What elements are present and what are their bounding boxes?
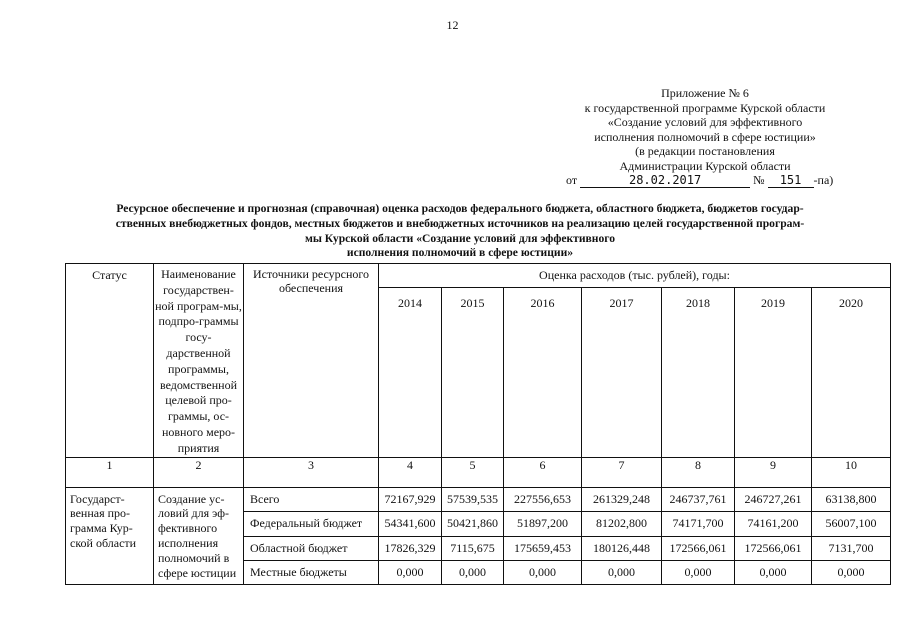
- value-cell: 72167,929: [379, 487, 442, 511]
- column-number: 9: [735, 457, 812, 487]
- column-number: 4: [379, 457, 442, 487]
- title-line: мы Курской области «Создание условий для эффективного: [304, 231, 616, 245]
- appendix-line: исполнения полномочий в сфере юстиции»: [594, 129, 816, 144]
- column-number: 3: [244, 457, 379, 487]
- column-number: 7: [582, 457, 662, 487]
- source-cell: Областной бюджет: [244, 536, 379, 560]
- value-cell: 0,000: [504, 560, 582, 584]
- value-cell: 0,000: [582, 560, 662, 584]
- value-cell: 180126,448: [582, 536, 662, 560]
- document-title: [60, 202, 860, 261]
- value-cell: 51897,200: [504, 511, 582, 536]
- header-status: Статус: [66, 264, 154, 458]
- year-header: 2020: [812, 287, 891, 457]
- value-cell: 0,000: [812, 560, 891, 584]
- resolution-date: 28.02.2017: [580, 173, 750, 188]
- number-prefix: №: [753, 173, 765, 187]
- number-suffix: -па): [813, 173, 834, 187]
- date-prefix: от: [566, 173, 578, 187]
- value-cell: 175659,453: [504, 536, 582, 560]
- value-cell: 50421,860: [442, 511, 504, 536]
- appendix-line: к государственной программе Курской области: [584, 100, 826, 115]
- source-cell: Местные бюджеты: [244, 560, 379, 584]
- value-cell: 0,000: [442, 560, 504, 584]
- value-cell: 246737,761: [662, 487, 735, 511]
- value-cell: 172566,061: [662, 536, 735, 560]
- appendix-line: «Создание условий для эффективного: [607, 115, 803, 130]
- value-cell: 63138,800: [812, 487, 891, 511]
- value-cell: 17826,329: [379, 536, 442, 560]
- value-cell: 74161,200: [735, 511, 812, 536]
- year-header: 2015: [442, 287, 504, 457]
- column-number-row: [66, 457, 891, 487]
- column-number: 2: [154, 457, 244, 487]
- header-sources: Источники ресурсного обеспечения: [244, 264, 379, 458]
- expenditure-table: [65, 263, 891, 585]
- value-cell: 74171,700: [662, 511, 735, 536]
- year-header: 2018: [662, 287, 735, 457]
- title-line: Ресурсное обеспечение и прогнозная (справочная) оценка расходов федерального бюджета, областного бюджета, бюджетов государ-: [116, 202, 804, 215]
- column-number: 10: [812, 457, 891, 487]
- value-cell: 57539,535: [442, 487, 504, 511]
- value-cell: 172566,061: [735, 536, 812, 560]
- column-number: 8: [662, 457, 735, 487]
- appendix-line: Администрации Курской области: [619, 158, 791, 173]
- title-line: ственных внебюджетных фондов, местных бюджетов и внебюджетных источников на реализацию целей государственной програм-: [115, 216, 805, 230]
- table-row: [66, 487, 891, 511]
- appendix-block: [555, 86, 855, 174]
- header-program-name: Наименование государствен-ной програм-мы, подпро-граммы госу-дарственной программы, ведомственной целевой про-граммы, ос-новного меро-приятия: [154, 264, 244, 458]
- value-cell: 227556,653: [504, 487, 582, 511]
- source-cell: Всего: [244, 487, 379, 511]
- year-header: 2017: [582, 287, 662, 457]
- value-cell: 7115,675: [442, 536, 504, 560]
- value-cell: 0,000: [379, 560, 442, 584]
- column-number: 1: [66, 457, 154, 487]
- appendix-line: Приложение № 6: [661, 86, 749, 100]
- title-line: исполнения полномочий в сфере юстиции»: [346, 246, 574, 260]
- column-number: 6: [504, 457, 582, 487]
- header-estimate: Оценка расходов (тыс. рублей), годы:: [379, 264, 891, 288]
- appendix-line: (в редакции постановления: [635, 144, 775, 159]
- year-header: 2016: [504, 287, 582, 457]
- column-number: 5: [442, 457, 504, 487]
- page-number: 12: [446, 18, 459, 32]
- year-header: 2019: [735, 287, 812, 457]
- program-name-cell: Создание ус-ловий для эф-фективного исполнения полномочий в сфере юстиции: [154, 487, 244, 584]
- value-cell: 261329,248: [582, 487, 662, 511]
- resolution-date-line: [566, 173, 833, 188]
- year-header: 2014: [379, 287, 442, 457]
- resolution-number: 151: [768, 173, 814, 188]
- value-cell: 0,000: [662, 560, 735, 584]
- status-cell: Государст-венная про-грамма Кур-ской области: [66, 487, 154, 584]
- value-cell: 81202,800: [582, 511, 662, 536]
- value-cell: 246727,261: [735, 487, 812, 511]
- value-cell: 7131,700: [812, 536, 891, 560]
- value-cell: 54341,600: [379, 511, 442, 536]
- value-cell: 0,000: [735, 560, 812, 584]
- source-cell: Федеральный бюджет: [244, 511, 379, 536]
- value-cell: 56007,100: [812, 511, 891, 536]
- header-row: [66, 264, 891, 288]
